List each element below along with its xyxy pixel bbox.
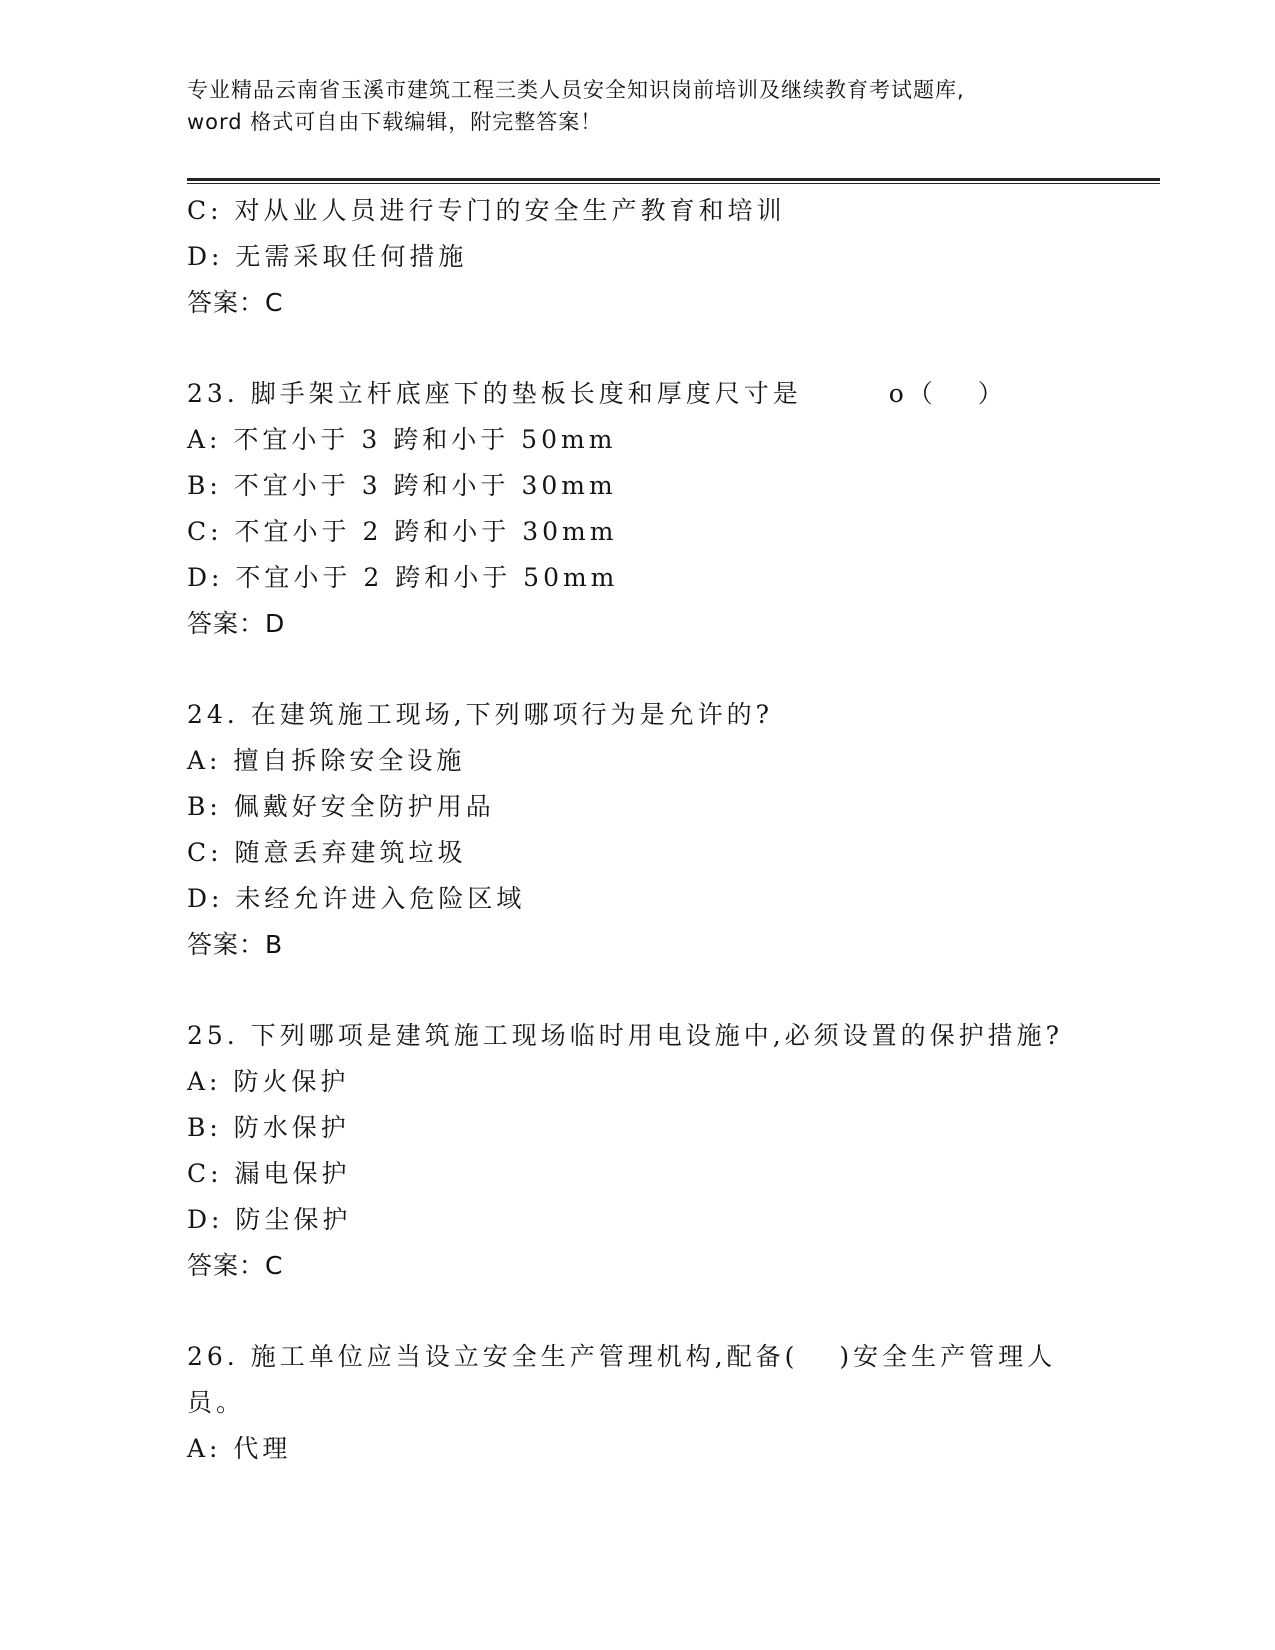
question-text: 26. 施工单位应当设立安全生产管理机构,配备( )安全生产管理人员。 [187, 1342, 1057, 1417]
answer-label: 答案：C [187, 288, 284, 317]
document-header [187, 74, 1087, 138]
option-a: A: 不宜小于 3 跨和小于 50mm [187, 425, 617, 454]
header-title-line-2: word 格式可自由下载编辑，附完整答案！ [187, 110, 603, 134]
question-text: 24. 在建筑施工现场,下列哪项行为是允许的? [187, 700, 774, 729]
answer-label: 答案：B [187, 930, 284, 959]
question-24 [187, 692, 1087, 968]
option-c: C: 漏电保护 [187, 1159, 351, 1188]
question-list [187, 188, 1087, 1472]
question-text: 25. 下列哪项是建筑施工现场临时用电设施中,必须设置的保护措施? [187, 1021, 1064, 1050]
question-22-tail [187, 188, 1087, 326]
spacer [187, 1289, 1087, 1334]
header-title-line-1: 专业精品云南省玉溪市建筑工程三类人员安全知识岗前培训及继续教育考试题库, [187, 78, 965, 102]
option-b: B: 不宜小于 3 跨和小于 30mm [187, 471, 617, 500]
option-d: D: 未经允许进入危险区域 [187, 884, 526, 913]
spacer [187, 968, 1087, 1013]
option-a: A: 防火保护 [187, 1067, 350, 1096]
option-d: D: 不宜小于 2 跨和小于 50mm [187, 563, 619, 592]
spacer [187, 326, 1087, 371]
option-c: C: 对从业人员进行专门的安全生产教育和培训 [187, 196, 786, 225]
option-a: A: 代理 [187, 1434, 292, 1463]
spacer [187, 647, 1087, 692]
header-divider-thick [187, 178, 1160, 181]
option-d: D: 无需采取任何措施 [187, 242, 468, 271]
answer-label: 答案：D [187, 609, 286, 638]
answer-label: 答案：C [187, 1251, 284, 1280]
option-c: C: 不宜小于 2 跨和小于 30mm [187, 517, 618, 546]
option-b: B: 佩戴好安全防护用品 [187, 792, 495, 821]
option-d: D: 防尘保护 [187, 1205, 352, 1234]
question-23 [187, 371, 1087, 647]
option-c: C: 随意丢弃建筑垃圾 [187, 838, 467, 867]
option-b: B: 防水保护 [187, 1113, 350, 1142]
question-25 [187, 1013, 1087, 1289]
header-divider-thin [187, 183, 1160, 184]
option-a: A: 擅自拆除安全设施 [187, 746, 466, 775]
question-26 [187, 1334, 1087, 1472]
question-text: 23. 脚手架立杆底座下的垫板长度和厚度尺寸是 o（ ） [187, 379, 1007, 408]
